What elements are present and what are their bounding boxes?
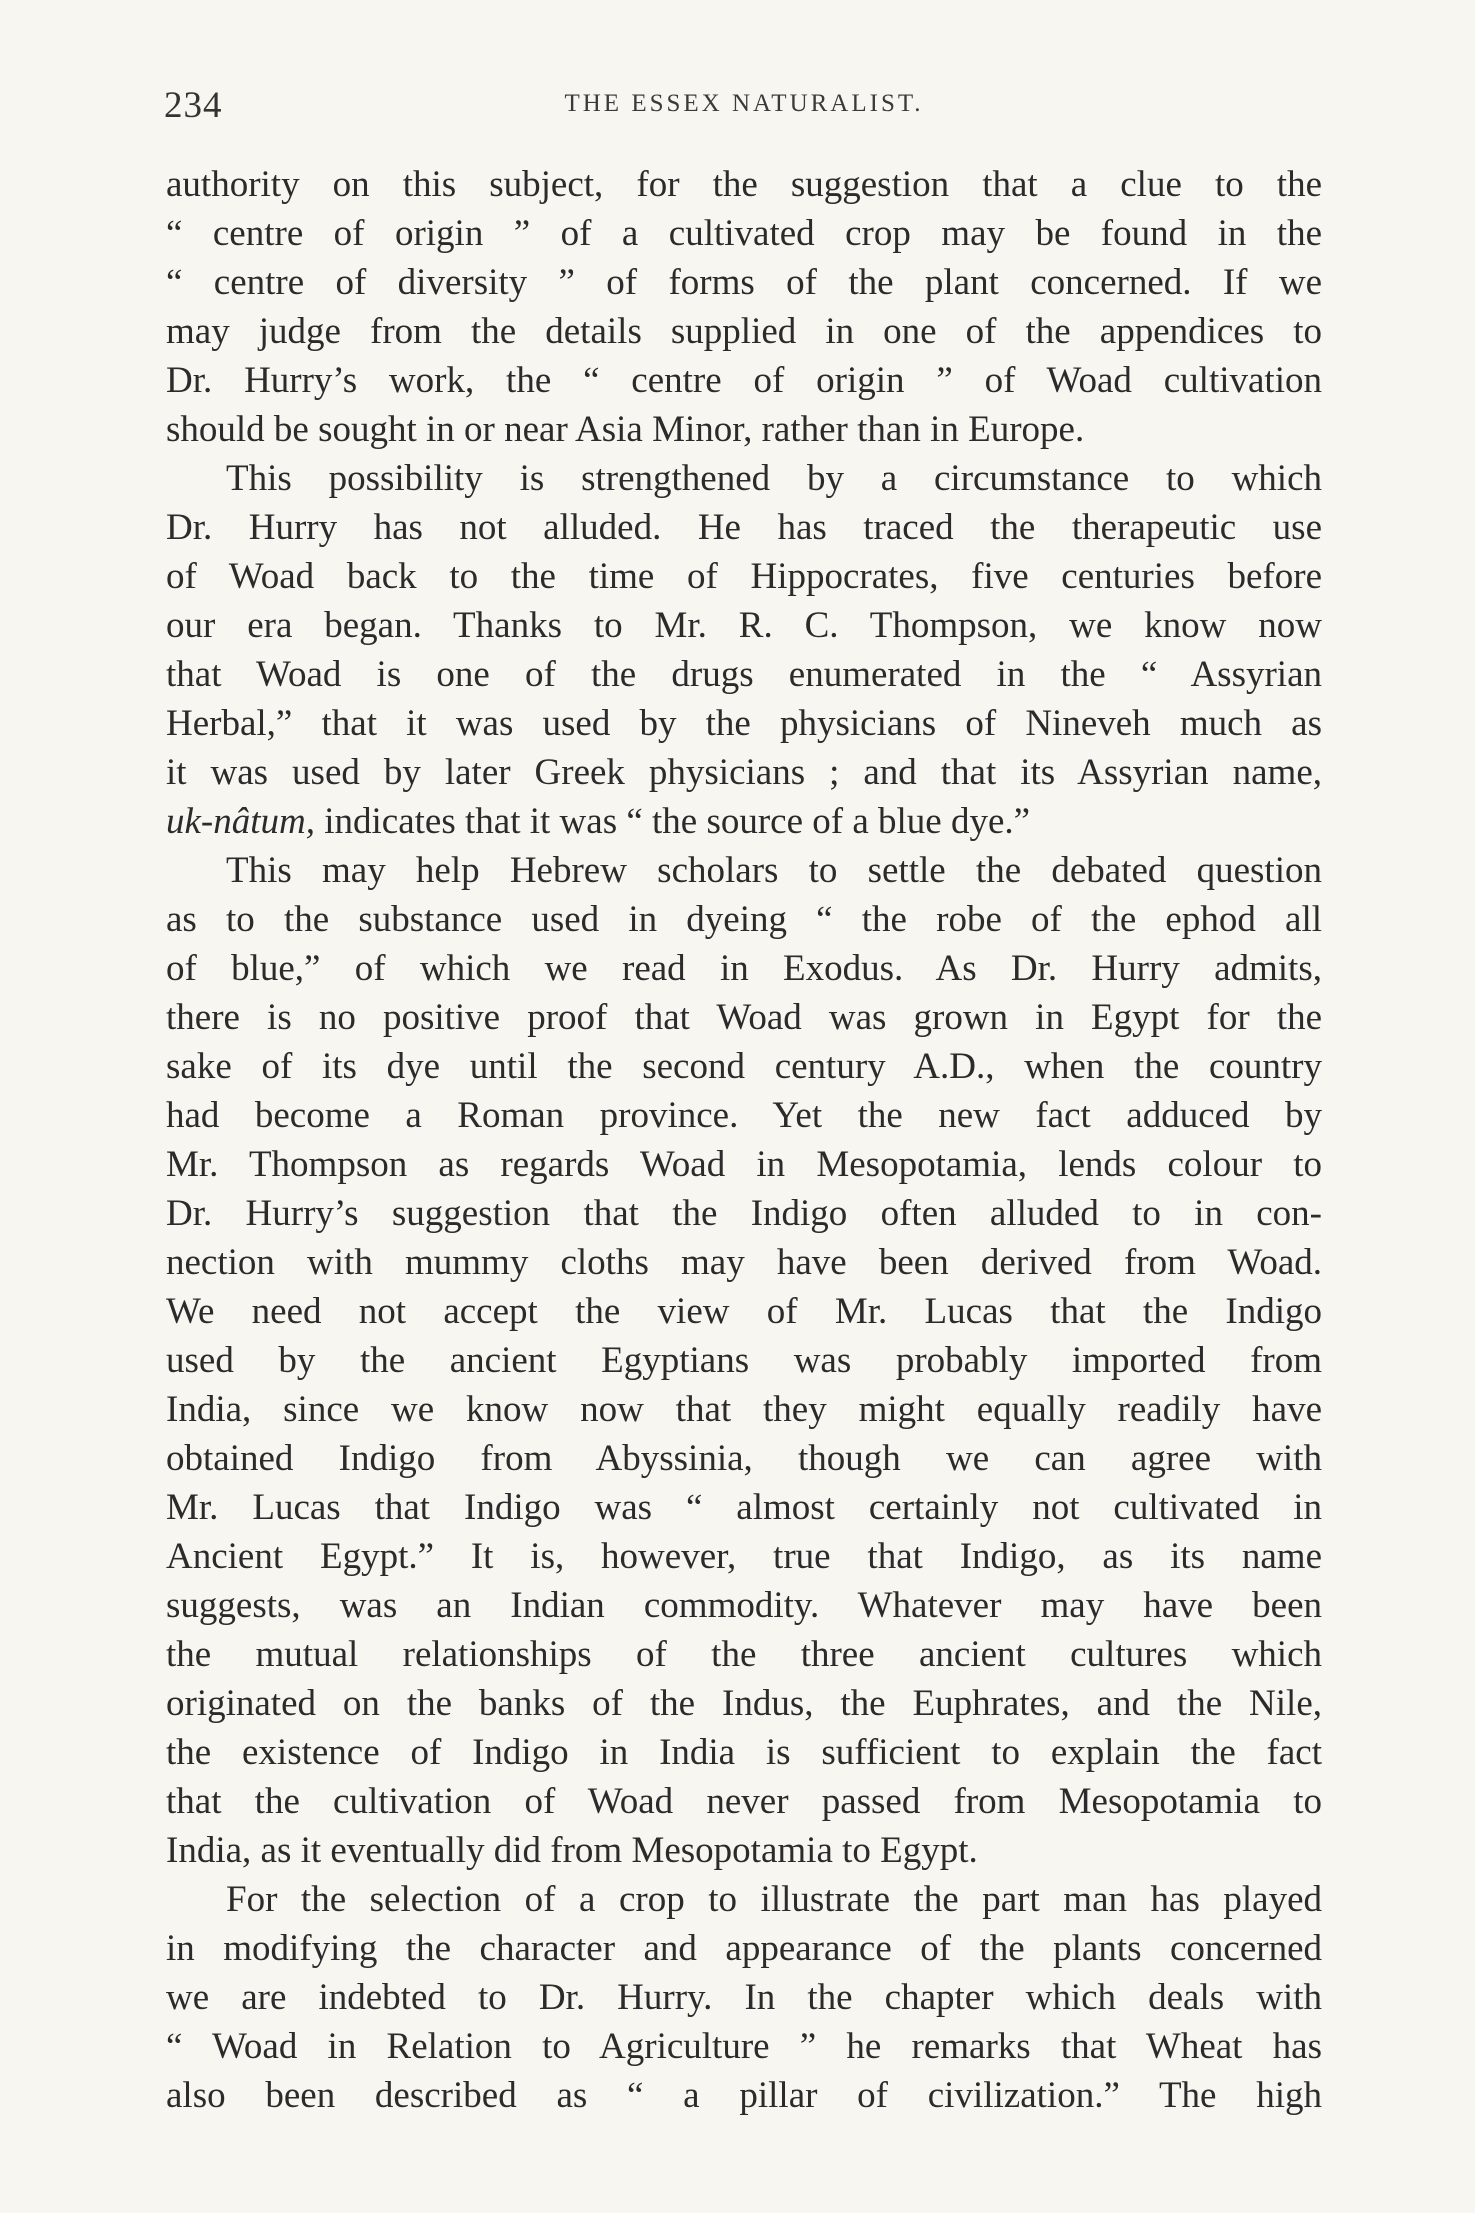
line-text: the existence of Indigo in India is sufficient to explain the fact — [166, 1732, 1322, 1773]
line-text: “ centre of origin ” of a cultivated crop may be found in the — [166, 213, 1322, 254]
line-text: as to the substance used in dyeing “ the robe of the ephod all — [166, 899, 1322, 940]
line-text: that Woad is one of the drugs enumerated in the “ Assyrian — [166, 654, 1322, 695]
line-text: it was used by later Greek physicians ; and that its Assyrian name, — [166, 752, 1322, 793]
line-text: indicates that it was “ the source of a blue dye.” — [315, 801, 1031, 842]
line-text: We need not accept the view of Mr. Lucas that the Indigo — [166, 1291, 1322, 1332]
line-text: originated on the banks of the Indus, the Euphrates, and the Nile, — [166, 1683, 1322, 1724]
line-text: authority on this subject, for the suggestion that a clue to the — [166, 164, 1322, 205]
text-line — [166, 1679, 1322, 1728]
text-line — [166, 552, 1322, 601]
text-line — [166, 1483, 1322, 1532]
line-text: in modifying the character and appearance of the plants concerned — [166, 1928, 1322, 1969]
text-line — [166, 1189, 1322, 1238]
text-line — [166, 209, 1322, 258]
line-text: used by the ancient Egyptians was probably imported from — [166, 1340, 1322, 1381]
text-line — [166, 356, 1322, 405]
line-text: may judge from the details supplied in one of the appendices to — [166, 311, 1322, 352]
text-line — [166, 895, 1322, 944]
text-line — [166, 846, 1322, 895]
line-text: “ Woad in Relation to Agriculture ” he remarks that Wheat has — [166, 2026, 1322, 2067]
text-line — [166, 1042, 1322, 1091]
text-line — [166, 405, 1322, 454]
text-line — [166, 1973, 1322, 2022]
line-text: India, as it eventually did from Mesopotamia to Egypt. — [166, 1830, 978, 1871]
line-text: of blue,” of which we read in Exodus. As Dr. Hurry admits, — [166, 948, 1322, 989]
line-text: of Woad back to the time of Hippocrates, five centuries before — [166, 556, 1322, 597]
line-text: there is no positive proof that Woad was grown in Egypt for the — [166, 997, 1322, 1038]
text-line — [166, 503, 1322, 552]
line-text: Dr. Hurry’s work, the “ centre of origin ” of Woad cultivation — [166, 360, 1322, 401]
text-line — [166, 258, 1322, 307]
text-line — [166, 1924, 1322, 1973]
text-line — [166, 1581, 1322, 1630]
text-line — [166, 699, 1322, 748]
line-text: that the cultivation of Woad never passed from Mesopotamia to — [166, 1781, 1322, 1822]
running-head: THE ESSEX NATURALIST. — [564, 90, 924, 117]
text-line — [166, 1630, 1322, 1679]
text-line — [166, 993, 1322, 1042]
italic-term: uk-nâtum, — [166, 801, 315, 842]
line-text: Herbal,” that it was used by the physicians of Nineveh much as — [166, 703, 1322, 744]
text-line — [166, 1875, 1322, 1924]
line-text: India, since we know now that they might equally readily have — [166, 1389, 1322, 1430]
text-line — [166, 1287, 1322, 1336]
line-text: Ancient Egypt.” It is, however, true that Indigo, as its name — [166, 1536, 1322, 1577]
text-line — [166, 1336, 1322, 1385]
line-text: obtained Indigo from Abyssinia, though we can agree with — [166, 1438, 1322, 1479]
text-line — [166, 1434, 1322, 1483]
line-text: This may help Hebrew scholars to settle the debated question — [226, 850, 1322, 891]
text-line — [166, 1728, 1322, 1777]
text-line — [166, 454, 1322, 503]
text-line — [166, 307, 1322, 356]
line-text: Mr. Lucas that Indigo was “ almost certainly not cultivated in — [166, 1487, 1322, 1528]
line-text: sake of its dye until the second century A.D., when the country — [166, 1046, 1322, 1087]
text-line — [166, 1532, 1322, 1581]
page-header — [164, 84, 1324, 134]
line-text: This possibility is strengthened by a circumstance to which — [226, 458, 1322, 499]
text-line — [166, 748, 1322, 797]
line-text: nection with mummy cloths may have been derived from Woad. — [166, 1242, 1322, 1283]
line-text: the mutual relationships of the three ancient cultures which — [166, 1634, 1322, 1675]
text-line — [166, 2022, 1322, 2071]
body-text — [166, 160, 1322, 2120]
text-line — [166, 1777, 1322, 1826]
text-line — [166, 1385, 1322, 1434]
page-number: 234 — [164, 85, 223, 126]
line-text: had become a Roman province. Yet the new fact adduced by — [166, 1095, 1322, 1136]
text-line — [166, 2071, 1322, 2120]
line-text: should be sought in or near Asia Minor, rather than in Europe. — [166, 409, 1085, 450]
text-line — [166, 601, 1322, 650]
line-text: our era began. Thanks to Mr. R. C. Thompson, we know now — [166, 605, 1322, 646]
line-text: suggests, was an Indian commodity. Whatever may have been — [166, 1585, 1322, 1626]
text-line — [166, 1826, 1322, 1875]
line-text: Dr. Hurry has not alluded. He has traced the therapeutic use — [166, 507, 1322, 548]
line-text: Mr. Thompson as regards Woad in Mesopotamia, lends colour to — [166, 1144, 1322, 1185]
text-line — [166, 1140, 1322, 1189]
line-text: also been described as “ a pillar of civilization.” The high — [166, 2075, 1322, 2116]
line-text: Dr. Hurry’s suggestion that the Indigo often alluded to in con- — [166, 1193, 1322, 1234]
text-line — [166, 650, 1322, 699]
text-line — [166, 797, 1322, 846]
line-text: “ centre of diversity ” of forms of the plant concerned. If we — [166, 262, 1322, 303]
text-line — [166, 944, 1322, 993]
text-line — [166, 1091, 1322, 1140]
text-line — [166, 160, 1322, 209]
text-line — [166, 1238, 1322, 1287]
line-text: For the selection of a crop to illustrate the part man has played — [226, 1879, 1322, 1920]
line-text: we are indebted to Dr. Hurry. In the chapter which deals with — [166, 1977, 1322, 2018]
